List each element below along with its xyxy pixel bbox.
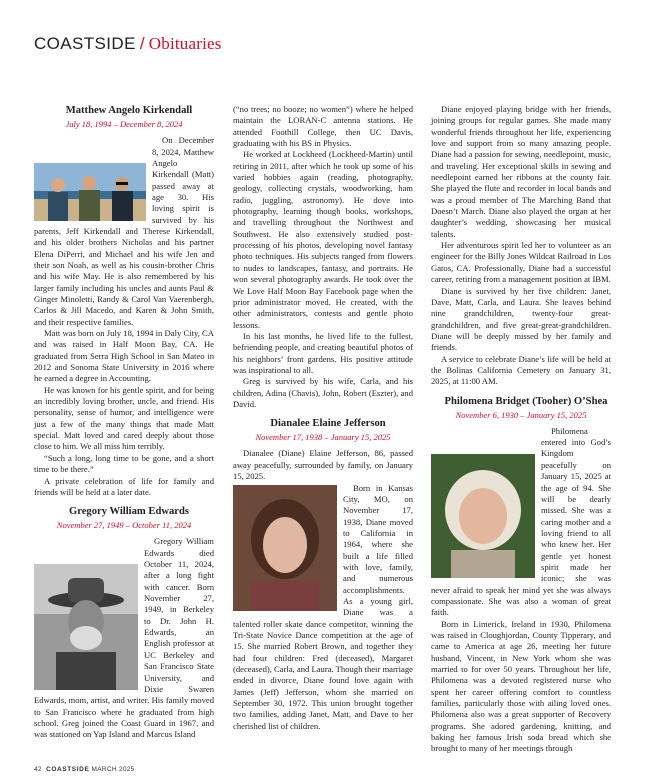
brothers-photo-image [34, 163, 146, 221]
obit-dates: November 17, 1938 – January 15, 2025 [255, 432, 391, 443]
obit-name: Philomena Bridget (Tooher) O’Shea [444, 395, 608, 407]
obit-paragraph: In his last months, he lived life to the fullest, befriending people, and creating beautiful photos of his neighbors’ front gardens. His positive attitude was inspirational to all. [233, 330, 413, 375]
obit-paragraph: Diane is survived by her five children: Janet, Dave, Matt, Carla, and Laura. She leaves behind nine grandchildren, twenty-four great-grandchildren, and five great-great-grandchildren. Diane will be deeply missed by her family and friends. [431, 285, 611, 353]
obit-paragraph: A private celebration of life for family and friends will be held at a later date. [34, 475, 214, 497]
publication-name: COASTSIDE [34, 34, 136, 53]
jefferson-photo [233, 485, 337, 611]
obit-name: Gregory William Edwards [68, 506, 190, 518]
page-footer [34, 766, 135, 773]
obit-name: Matthew Angelo Kirkendall [65, 105, 193, 116]
header-separator: / [139, 34, 145, 53]
obit-paragraph: Born in Limerick, Ireland in 1930, Philomena was raised in Cloughjordan, County Tipperary, and came to America at age 26, meeting her future husband, Vincent, in New York whom she was married to for over 50 years. Throughout her life, Philomena was a devoted registered nurse who spent her career offering comfort to countless families, particularly those with ailing loved ones. Philomena also was a great supporter of Recovery programs. She adored gardening, knitting, and baking her famous Irish soda bread which she brought to many of her meetings through [431, 618, 611, 754]
obit-dates: November 6, 1930 – January 15, 2025 [455, 409, 587, 420]
obit-paragraph: “Such a long, long time to be gone, and a short time to be there.” [34, 452, 214, 475]
column-3 [431, 104, 611, 755]
oshea-photo [431, 454, 535, 578]
obit-paragraph: He was known for his gentle spirit, and for being an incredibly loving brother, uncle, and friend. His personality, sense of humor, and intelligence were just a few of the many things that made Matt special. Matt loved and cared deeply about those close to him. We all miss him terribly. [34, 384, 214, 452]
column-2 [233, 104, 413, 732]
obit-paragraph: On December 8, 2024, Matthew Angelo Kirkendall (Matt) passed away at age 30. His loving spirit is survived by his parents, Jeff Kirkendall and Therese Kirkendall, and his older brothers Nicholas and his partner Elena DiPerri, and Michael and his wife Jen and their son Noah, as well as his cousin-brother Chris and his wife May. He is also remembered by his larger family including his uncles and aunts Paul & Ginger Minoletti, Randy & Carol Van Vaerenbergh, Carlos & Jill Macedo, and Karen & John Smith, and their respective families. [34, 135, 214, 327]
edwards-photo-image [34, 564, 138, 690]
jefferson-photo-image [233, 485, 337, 611]
obit-paragraph: Dianalee (Diane) Elaine Jefferson, 86, passed away peacefully, surrounded by family, on January 15, 2025. [233, 448, 413, 482]
obit-paragraph: Her adventurous spirit led her to volunteer as an engineer for the Billy Jones Wildcat Railroad in Los Gatos, CA. Professionally, Diane had a successful career, retiring from a management position at IBM. [431, 240, 611, 285]
page-header [34, 34, 222, 54]
obit-dates: July 18, 1994 – December 8, 2024 [65, 118, 183, 129]
section-title: Obituaries [148, 34, 222, 53]
obit-paragraph: Gregory William Edwards died October 11, 2024, after a long fight with cancer. Born November 27, 1949, in Berkeley to Dr. John H. Edwards, an English professor at UC Berkeley and San Francisco State University, and Dixie Swaren Edwards, mom, artist, and writer. His family moved to San Francisco where he graduated from high school. Greg joined the Coast Guard in 1967, and was stationed on Yap Island and Marcus Island [34, 536, 214, 740]
obit-paragraph: A service to celebrate Diane’s life will be held at the Bolinas California Cemetery on January 31, 2025, at 11:00 AM. [431, 353, 611, 387]
page-number: 42 [34, 766, 42, 773]
kirkendall-photo [34, 163, 146, 221]
obit-paragraph: Diane enjoyed playing bridge with her friends, joining groups for regular games. She made many wonderful friends throughout her life, experiencing love and support from so many amazing people. Diane had a passion for sewing, needlepoint, music, and traveling. Her exceptional skills in sewing and needlepoint earned her ribbons at the county fair. She played the flute and recorder in local bands and was a proud member of The Marching Band that Doesn’t March. Diane also played the organ at her daughter’s wedding, showcasing her musical talents. [431, 104, 611, 239]
obit-paragraph: Philomena entered into God’s Kingdom peacefully on January 15, 2025 at the age of 94. She will be dearly missed. She was a caring mother and a loving friend to all who knew her. Her gentle yet honest spirit made her iconic; she was never afraid to speak her mind yet she was always compassionate. She was also a woman of great faith. [431, 425, 611, 618]
obit-dates: November 27, 1949 – October 11, 2024 [56, 520, 192, 531]
footer-issue: MARCH 2025 [91, 766, 135, 773]
obit-name: Dianalee Elaine Jefferson [270, 418, 386, 430]
obit-paragraph: Matt was born on July 18, 1994 in Daly City, CA and was raised in Half Moon Bay, CA. He graduated from Serra High School in San Mateo in 2012 and Sonoma State University in 2016 where he earned a degree in Accounting. [34, 328, 214, 384]
obit-paragraph: (“no trees; no booze; no women”) where he helped maintain the LORAN-C antenna stations. He attended Foothill College, then UC Davis, graduating with his BS in Physics. [233, 104, 413, 149]
footer-publication: COASTSIDE [46, 766, 90, 773]
obit-paragraph: Greg is survived by his wife, Carla, and his children, Adina (Chavis), John, Robert (Eszter), and David. [233, 376, 413, 409]
edwards-photo [34, 564, 138, 690]
column-1 [34, 104, 214, 741]
obit-paragraph: Born in Kansas City, MO, on November 17, 1938, Diane moved to California in 1964, where she built a life filled with love, family, and numerous accomplishments. As a young girl, Diane was a talented roller skate dance competitor, winning the Tri-State Novice Dance competition at the age of 15. She married Robert Brown, and together they had four children: Fred (deceased), Margaret (deceased), Carla, and Laura. Though their marriage ended in divorce, Diane found love again with James (Jeff) Jefferson, whom she married on September 30, 1972. This union brought together two families, adding Janet, Matt, and Dave to her cherished list of children. [233, 482, 413, 731]
oshea-photo-image [431, 454, 535, 578]
obit-paragraph: He worked at Lockheed (Lockheed-Martin) until retiring in 2011, after which he took up some of his varied hobbies again (reading, photography, geology, collecting crystals, woodworking, ham radio, juggling, astronomy). He dove into photography, learning though books, workshops, and travelling throughout the Northwest and Southwest. He also extensively studied post-processing of his photos, developing novel fantasy photo techniques. His subjects ranged from flowers to nudes to landscapes, fantasy, and portraits. He won several photography awards. He took over the We Love Half Moon Bay Facebook page when the prior administrator moved. He created, with the other administrators, contests and gentle photo lessons. [233, 149, 413, 330]
